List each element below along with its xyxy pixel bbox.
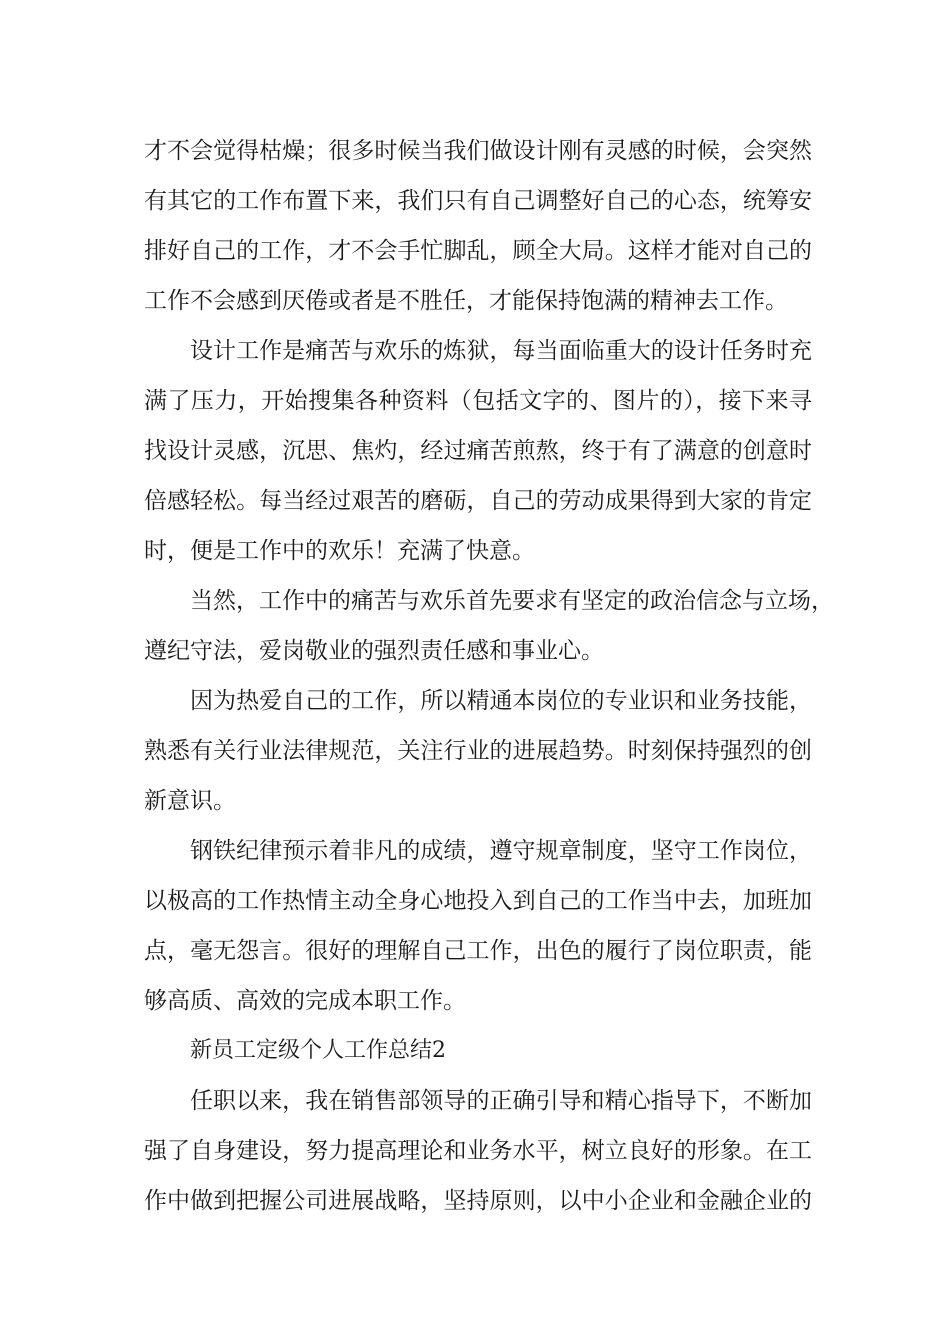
text-line: 满了压力，开始搜集各种资料（包括文字的、图片的），接下来寻 [144,388,812,414]
text-line: 有其它的工作布置下来，我们只有自己调整好自己的心态，统筹安 [144,188,812,214]
text-line: 因为热爱自己的工作，所以精通本岗位的专业识和业务技能， [190,688,812,714]
text-line: 够高质、高效的完成本职工作。 [144,988,466,1014]
text-line: 作中做到把握公司进展战略，坚持原则，以中小企业和金融企业的 [144,1188,812,1214]
text-line: 时，便是工作中的欢乐！充满了快意。 [144,538,535,564]
text-line: 熟悉有关行业法律规范，关注行业的进展趋势。时刻保持强烈的创 [144,738,812,764]
text-line: 找设计灵感，沉思、焦灼，经过痛苦煎熬，终于有了满意的创意时 [144,438,812,464]
text-line: 点，毫无怨言。很好的理解自己工作，出色的履行了岗位职责，能 [144,938,812,964]
paragraph-4 [144,676,812,826]
text-line: 倍感轻松。每当经过艰苦的磨砺，自己的劳动成果得到大家的肯定 [144,488,812,514]
section-heading [144,1026,812,1076]
paragraph-1 [144,126,812,326]
paragraph-3 [144,576,834,676]
paragraph-5 [144,826,812,1026]
text-line: 强了自身建设，努力提高理论和业务水平，树立良好的形象。在工 [144,1138,812,1164]
text-line: 钢铁纪律预示着非凡的成绩，遵守规章制度，坚守工作岗位， [190,838,812,864]
text-line: 新意识。 [144,788,236,814]
paragraph-6 [144,1076,812,1226]
text-line: 才不会觉得枯燥；很多时候当我们做设计刚有灵感的时候，会突然 [144,138,812,164]
document-body [144,126,834,1226]
text-line: 当然，工作中的痛苦与欢乐首先要求有坚定的政治信念与立场， [190,588,834,614]
paragraph-2 [144,326,812,576]
heading-text: 新员工定级个人工作总结2 [190,1038,446,1063]
text-line: 设计工作是痛苦与欢乐的炼狱，每当面临重大的设计任务时充 [190,338,812,364]
text-line: 任职以来，我在销售部领导的正确引导和精心指导下，不断加 [190,1088,812,1114]
text-line: 以极高的工作热情主动全身心地投入到自己的工作当中去，加班加 [144,888,812,914]
text-line: 遵纪守法，爱岗敬业的强烈责任感和事业心。 [144,638,604,664]
text-line: 排好自己的工作，才不会手忙脚乱，顾全大局。这样才能对自己的 [144,238,812,264]
text-line: 工作不会感到厌倦或者是不胜任，才能保持饱满的精神去工作。 [144,288,788,314]
